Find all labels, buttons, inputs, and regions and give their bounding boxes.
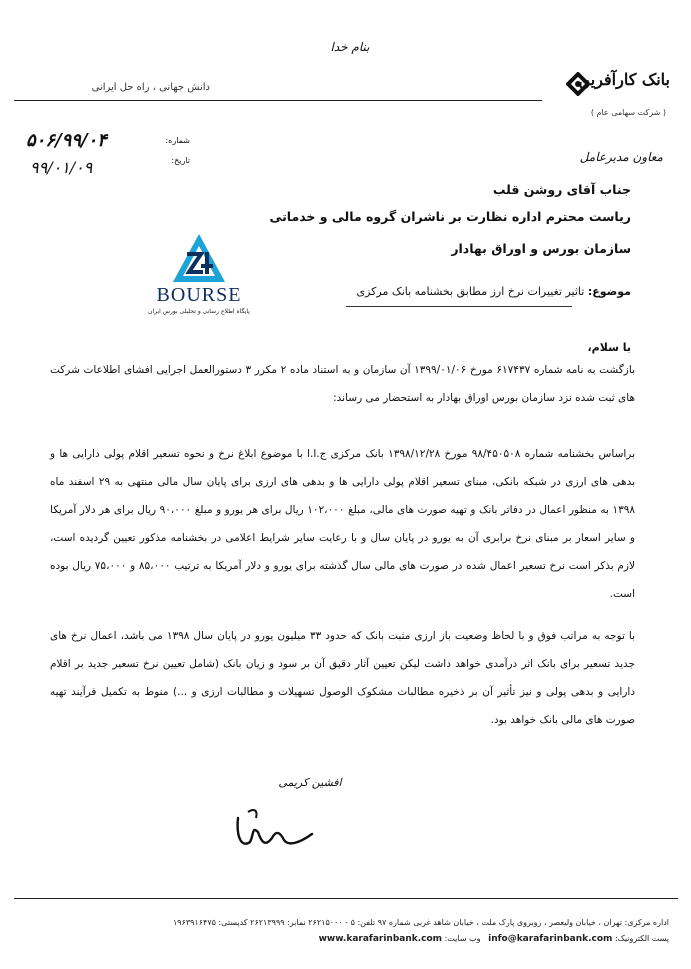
bank-tagline: دانش جهانی ، راه حل ایرانی (91, 82, 210, 93)
invocation-text: بنام خدا (330, 40, 370, 54)
body-paragraph-2: براساس بخشنامه شماره ۹۸/۴۵۰۵۰۸ مورخ ۱۳۹۸/۱۲/۲۸ بانک مرکزی ج.ا.ا با موضوع ابلاغ نرخ و نحوه تسعیر اقلام پولی دارایی ها و بدهی های ارزی در شبکه بانکی، مبنای تسعیر اقلام پولی دارایی ها و بدهی های ارزی برای پایان سال مالی منتهی به ۲۹ اسفند ماه ۱۳۹۸ به منظور اعمال در دفاتر بانک و تهیه صورت های مالی، مبلغ ۱۰۲،۰۰۰ ریال برای هر یورو و مبلغ ۹۰،۰۰۰ ریال برای هر دلار آمریکا و سایر اسعار بر مبنای نرخ برابری آن به یورو در پایان سال و با رعایت سایر شرایط اعلامی در بخشنامه مذکور تعیین گردیده است، لازم بذکر است نرخ تسعیر اعمال شده در صورت های مالی سال گذشته برای یورو و دلار آمریکا به ترتیب ۸۵،۰۰۰ و ۷۵،۰۰۰ ریال بوده است. (50, 448, 636, 600)
bourse-triangle-icon (171, 232, 227, 284)
letter-number-value: ۵۰۶/۹۹/۰۴ (26, 130, 107, 151)
footer-contact (319, 934, 669, 944)
footer-email-label: پست الکترونیک: (614, 934, 669, 943)
handwritten-note: معاون مدیرعامل (579, 150, 663, 164)
subject-text: تاثیر تغییرات نرخ ارز مطابق بخشنامه بانک مرکزی (356, 285, 585, 298)
body-paragraph-1: بازگشت به نامه شماره ۶۱۷۴۳۷ مورخ ۱۳۹۹/۰۱/۰۶ آن سازمان و به استناد ماده ۲ مکرر ۳ دستورالعمل اجرایی افشای اطلاعات شرکت های ثبت شده نزد سازمان بورس اوراق بهادار به استحضار می رساند: (50, 364, 635, 404)
bank-name: بانک کارآفرین (578, 70, 670, 89)
letter-number-label: شماره: (165, 136, 190, 145)
handwritten-signature (228, 798, 318, 858)
footer-address: اداره مرکزی: تهران ، خیابان ولیعصر ، روبروی پارک ملت ، خیابان شاهد غربی شماره ۹۷ تلفن: ۵ - ۲۶۲۱۵۰۰۰ نمابر: ۲۶۲۱۳۹۹۹ کدپستی: ۱۹۶۳۹۱۶۴۷۵ (172, 918, 669, 927)
footer-website-label: وب سایت: (444, 934, 481, 943)
bank-subtitle: ( شرکت سهامی عام ) (590, 108, 666, 117)
recipient-organization: سازمان بورس و اوراق بهادار (451, 241, 631, 256)
bourse-logo-text: BOURSE (156, 284, 242, 306)
body-paragraph-3: با توجه به مراتب فوق و با لحاظ وضعیت باز ارزی مثبت بانک که حدود ۳۳ میلیون یورو در پایان سال ۱۳۹۸ می باشد، اعمال نرخ های جدید تسعیر برای بانک اثر درآمدی خواهد داشت لیکن تعیین آثار دقیق آن بر سود و زیان بانک (شامل تعیین نرخ تسعیر جدید بر اقلام دارایی و بدهی پولی و نیز تأثیر آن بر ذخیره مطالبات مشکوک الوصول تسهیلات و مطالبات ارزی و ...) منوط به تکمیل فرآیند تهیه صورت های مالی بانک خواهد بود. (50, 630, 636, 726)
recipient-name: جناب آقای روشن قلب (492, 182, 631, 197)
subject-underline (346, 306, 572, 307)
bank-logo (560, 68, 670, 128)
salutation: با سلام، (587, 341, 631, 354)
letter-date-label: تاریخ: (171, 156, 190, 165)
recipient-title: ریاست محترم اداره نظارت بر ناشران گروه مالی و خدماتی (269, 209, 631, 224)
subject-label: موضوع: (587, 285, 631, 298)
footer-email[interactable]: info@karafarinbank.com (488, 934, 613, 944)
header-divider (14, 100, 542, 101)
bourse-logo-subtext: پایگاه اطلاع رسانی و تحلیلی بورس ایران (148, 308, 250, 315)
signer-name: افشین کریمی (278, 776, 342, 789)
subject-line (356, 285, 631, 298)
footer-website[interactable]: www.karafarinbank.com (318, 934, 443, 944)
letter-date-value: ۹۹/۰۱/۰۹ (30, 158, 93, 177)
footer-divider (14, 898, 678, 899)
bourse-watermark-logo (143, 232, 255, 324)
